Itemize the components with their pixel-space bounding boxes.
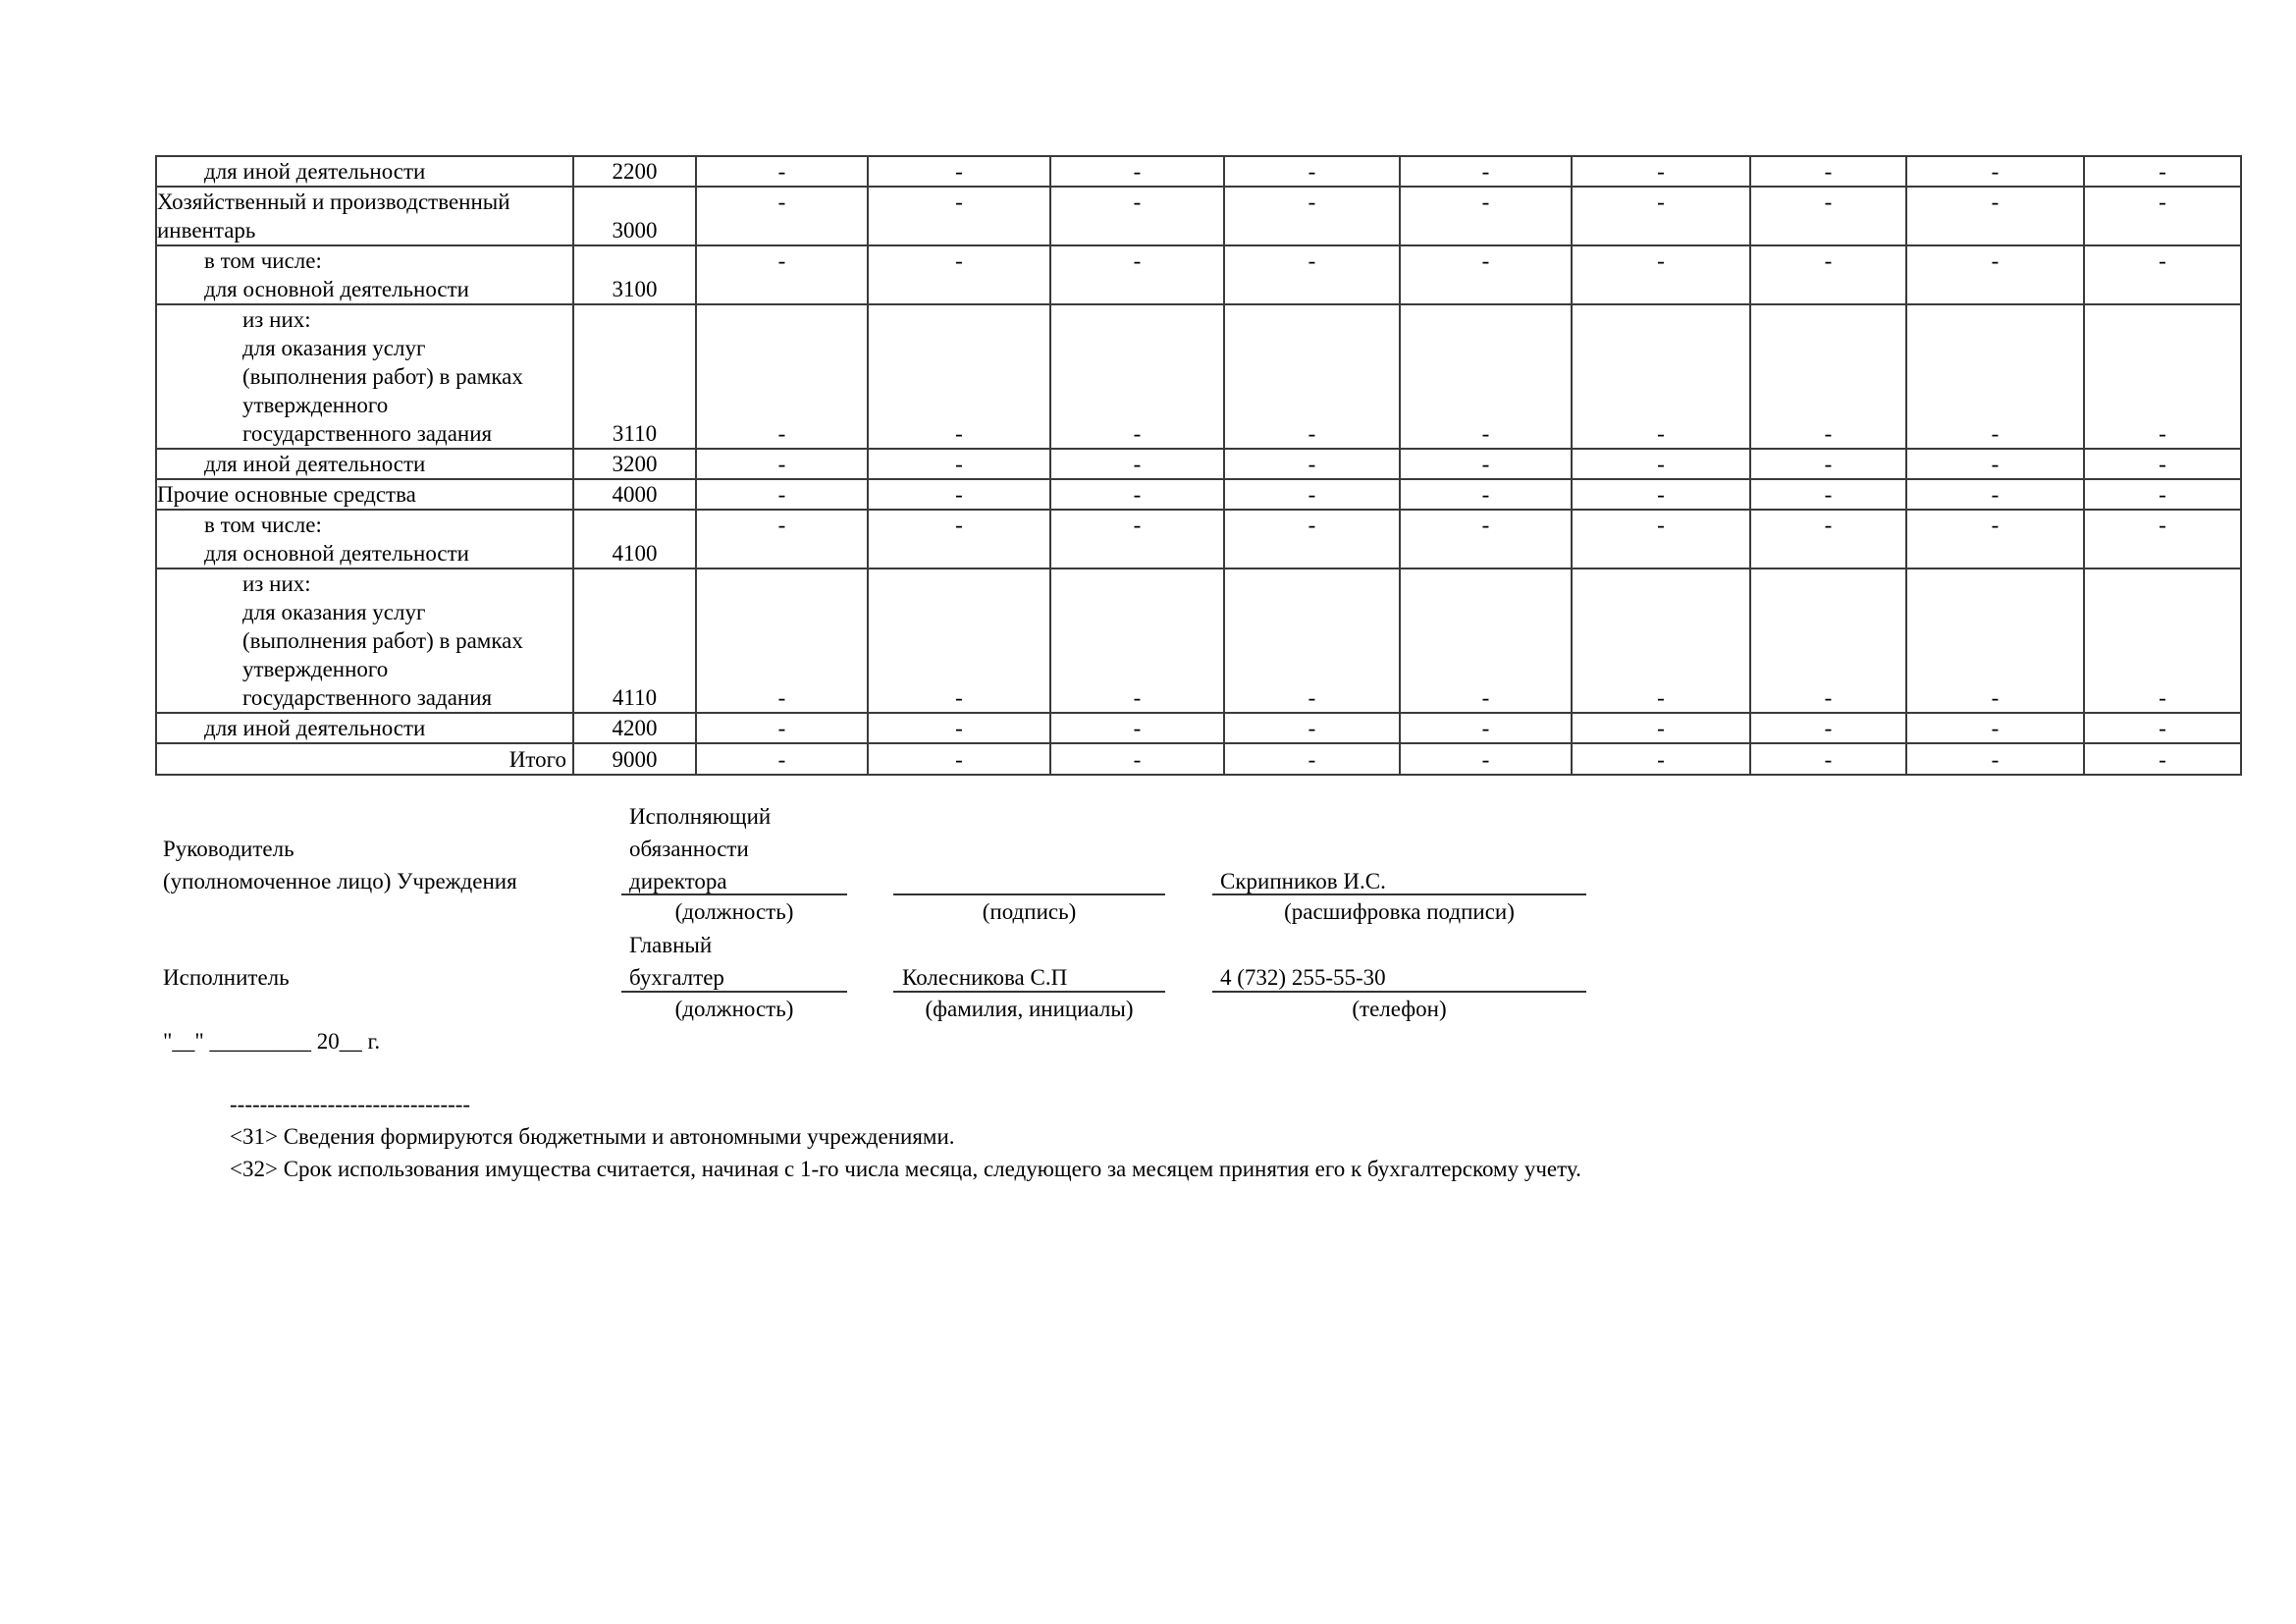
row-label (156, 156, 573, 187)
row-label-line: (выполнения работ) в рамках (242, 364, 523, 389)
row-label-line: государственного задания (242, 421, 493, 446)
executor-name-value: Колесникова С.П (902, 965, 1068, 990)
row-label-line: (выполнения работ) в рамках (242, 628, 523, 653)
value-cell: - (1400, 156, 1572, 187)
value-cell: - (1750, 743, 1906, 775)
table-row (156, 713, 2241, 743)
table-row (156, 449, 2241, 479)
row-label-line: Итого (508, 747, 566, 772)
value-cell: - (1906, 479, 2084, 510)
row-label (156, 713, 573, 743)
value-cell: - (868, 510, 1050, 568)
value-cell: - (696, 187, 868, 245)
value-cell: - (1224, 479, 1400, 510)
value-cell: - (1572, 510, 1750, 568)
value-cell: - (1050, 479, 1224, 510)
row-label (156, 245, 573, 304)
head-role-line-1: Руководитель (163, 837, 294, 861)
executor-position-line-2: бухгалтер (629, 965, 724, 990)
value-cell: - (1572, 187, 1750, 245)
value-cell: - (696, 449, 868, 479)
value-cell: - (2084, 713, 2241, 743)
table-row (156, 304, 2241, 449)
value-cell: - (1750, 713, 1906, 743)
value-cell: - (1400, 510, 1572, 568)
value-cell: - (1400, 449, 1572, 479)
row-code: 3110 (573, 304, 696, 449)
row-label (156, 479, 573, 510)
value-cell: - (696, 304, 868, 449)
value-cell: - (1224, 510, 1400, 568)
value-cell: - (1224, 187, 1400, 245)
value-cell: - (1750, 156, 1906, 187)
value-cell: - (1750, 449, 1906, 479)
table-row (156, 245, 2241, 304)
row-code: 4000 (573, 479, 696, 510)
value-cell: - (868, 713, 1050, 743)
value-cell: - (1224, 568, 1400, 713)
executor-name-caption: (фамилия, инициалы) (925, 997, 1134, 1021)
value-cell: - (1050, 245, 1224, 304)
head-name-caption: (расшифровка подписи) (1284, 899, 1515, 924)
head-position-line-2: обязанности (629, 837, 749, 861)
value-cell: - (1400, 479, 1572, 510)
row-code: 3100 (573, 245, 696, 304)
head-position-line-3: директора (629, 869, 727, 893)
value-cell: - (868, 245, 1050, 304)
head-position-underline (621, 893, 847, 895)
row-label (156, 187, 573, 245)
date-line: "__" _________ 20__ г. (163, 1029, 381, 1054)
value-cell: - (1750, 479, 1906, 510)
value-cell: - (2084, 743, 2241, 775)
table-row (156, 187, 2241, 245)
row-label-line: для оказания услуг (242, 600, 426, 624)
row-code: 3000 (573, 187, 696, 245)
row-label-line: утвержденного (242, 657, 389, 681)
executor-phone-underline (1212, 991, 1586, 993)
value-cell: - (1224, 713, 1400, 743)
value-cell: - (2084, 304, 2241, 449)
row-label-line: для основной деятельности (204, 541, 469, 566)
row-code: 3200 (573, 449, 696, 479)
value-cell: - (1572, 449, 1750, 479)
row-label-line: утвержденного (242, 393, 389, 417)
value-cell: - (2084, 245, 2241, 304)
value-cell: - (1400, 245, 1572, 304)
value-cell: - (1572, 304, 1750, 449)
table-row (156, 156, 2241, 187)
value-cell: - (1400, 568, 1572, 713)
value-cell: - (696, 245, 868, 304)
value-cell: - (1572, 568, 1750, 713)
head-position-caption: (должность) (674, 899, 794, 924)
value-cell: - (1906, 156, 2084, 187)
value-cell: - (868, 187, 1050, 245)
head-position-line-1: Исполняющий (629, 804, 772, 829)
row-label (156, 304, 573, 449)
value-cell: - (1750, 187, 1906, 245)
row-code: 4110 (573, 568, 696, 713)
row-label-line: Хозяйственный и производственный (157, 189, 510, 214)
head-role-label (163, 835, 517, 895)
executor-role-label: Исполнитель (163, 965, 290, 990)
value-cell: - (1750, 245, 1906, 304)
head-signature-caption: (подпись) (982, 899, 1077, 924)
table-row (156, 743, 2241, 775)
value-cell: - (1400, 187, 1572, 245)
value-cell: - (1750, 510, 1906, 568)
value-cell: - (1050, 449, 1224, 479)
executor-phone-caption: (телефон) (1352, 997, 1447, 1021)
row-code: 9000 (573, 743, 696, 775)
value-cell: - (868, 304, 1050, 449)
value-cell: - (1224, 449, 1400, 479)
value-cell: - (2084, 510, 2241, 568)
value-cell: - (1906, 510, 2084, 568)
value-cell: - (1224, 743, 1400, 775)
row-label-line: государственного задания (242, 685, 493, 710)
value-cell: - (1906, 449, 2084, 479)
executor-phone-value: 4 (732) 255-55-30 (1220, 965, 1386, 990)
head-position-value (629, 802, 771, 895)
value-cell: - (1906, 568, 2084, 713)
value-cell: - (1224, 245, 1400, 304)
value-cell: - (696, 156, 868, 187)
row-label-line: для иной деятельности (204, 452, 426, 476)
row-label-line: в том числе: (204, 513, 322, 537)
executor-name-underline (893, 991, 1165, 993)
value-cell: - (1906, 713, 2084, 743)
value-cell: - (1050, 713, 1224, 743)
executor-position-line-1: Главный (629, 933, 713, 957)
footnote-32: <32> Срок использования имущества считается, начиная с 1-го числа месяца, следующего за месяцем принятия его к бухгалтерскому учету. (230, 1157, 1581, 1181)
value-cell: - (1572, 245, 1750, 304)
value-cell: - (1050, 156, 1224, 187)
value-cell: - (1400, 304, 1572, 449)
value-cell: - (868, 568, 1050, 713)
row-label (156, 568, 573, 713)
value-cell: - (696, 713, 868, 743)
value-cell: - (868, 479, 1050, 510)
row-code: 4100 (573, 510, 696, 568)
value-cell: - (1050, 187, 1224, 245)
value-cell: - (1224, 304, 1400, 449)
table-row (156, 568, 2241, 713)
row-label (156, 510, 573, 568)
executor-position-value (629, 931, 724, 992)
table-body (156, 156, 2241, 775)
executor-position-caption: (должность) (674, 997, 794, 1021)
value-cell: - (2084, 449, 2241, 479)
value-cell: - (1224, 156, 1400, 187)
head-name-value: Скрипников И.С. (1220, 869, 1386, 893)
table-row (156, 479, 2241, 510)
row-code: 4200 (573, 713, 696, 743)
value-cell: - (1572, 479, 1750, 510)
value-cell: - (1050, 304, 1224, 449)
value-cell: - (1572, 713, 1750, 743)
head-signature-underline (893, 893, 1165, 895)
footnote-separator: -------------------------------- (230, 1092, 471, 1116)
row-label-line: в том числе: (204, 248, 322, 273)
row-label (156, 743, 573, 775)
value-cell: - (1572, 156, 1750, 187)
row-code: 2200 (573, 156, 696, 187)
value-cell: - (1572, 743, 1750, 775)
row-label-line: для иной деятельности (204, 716, 426, 740)
value-cell: - (2084, 187, 2241, 245)
fixed-assets-table (155, 155, 2242, 776)
table-row (156, 510, 2241, 568)
value-cell: - (1750, 304, 1906, 449)
row-label-line: из них: (242, 307, 311, 332)
value-cell: - (2084, 156, 2241, 187)
value-cell: - (696, 479, 868, 510)
value-cell: - (696, 743, 868, 775)
executor-position-underline (621, 991, 847, 993)
value-cell: - (696, 510, 868, 568)
value-cell: - (1050, 743, 1224, 775)
value-cell: - (696, 568, 868, 713)
value-cell: - (1906, 304, 2084, 449)
value-cell: - (868, 449, 1050, 479)
value-cell: - (1400, 713, 1572, 743)
row-label-line: из них: (242, 571, 311, 596)
value-cell: - (1906, 245, 2084, 304)
value-cell: - (868, 156, 1050, 187)
value-cell: - (1050, 568, 1224, 713)
value-cell: - (1906, 187, 2084, 245)
head-name-underline (1212, 893, 1586, 895)
head-role-line-2: (уполномоченное лицо) Учреждения (163, 869, 517, 893)
value-cell: - (1906, 743, 2084, 775)
row-label-line: Прочие основные средства (157, 482, 416, 507)
row-label-line: для оказания услуг (242, 336, 426, 360)
value-cell: - (1400, 743, 1572, 775)
value-cell: - (868, 743, 1050, 775)
value-cell: - (2084, 479, 2241, 510)
row-label-line: для иной деятельности (204, 159, 426, 184)
row-label-line: инвентарь (157, 218, 256, 243)
value-cell: - (2084, 568, 2241, 713)
row-label (156, 449, 573, 479)
value-cell: - (1750, 568, 1906, 713)
row-label-line: для основной деятельности (204, 277, 469, 301)
value-cell: - (1050, 510, 1224, 568)
footnote-31: <31> Сведения формируются бюджетными и автономными учреждениями. (230, 1124, 955, 1149)
